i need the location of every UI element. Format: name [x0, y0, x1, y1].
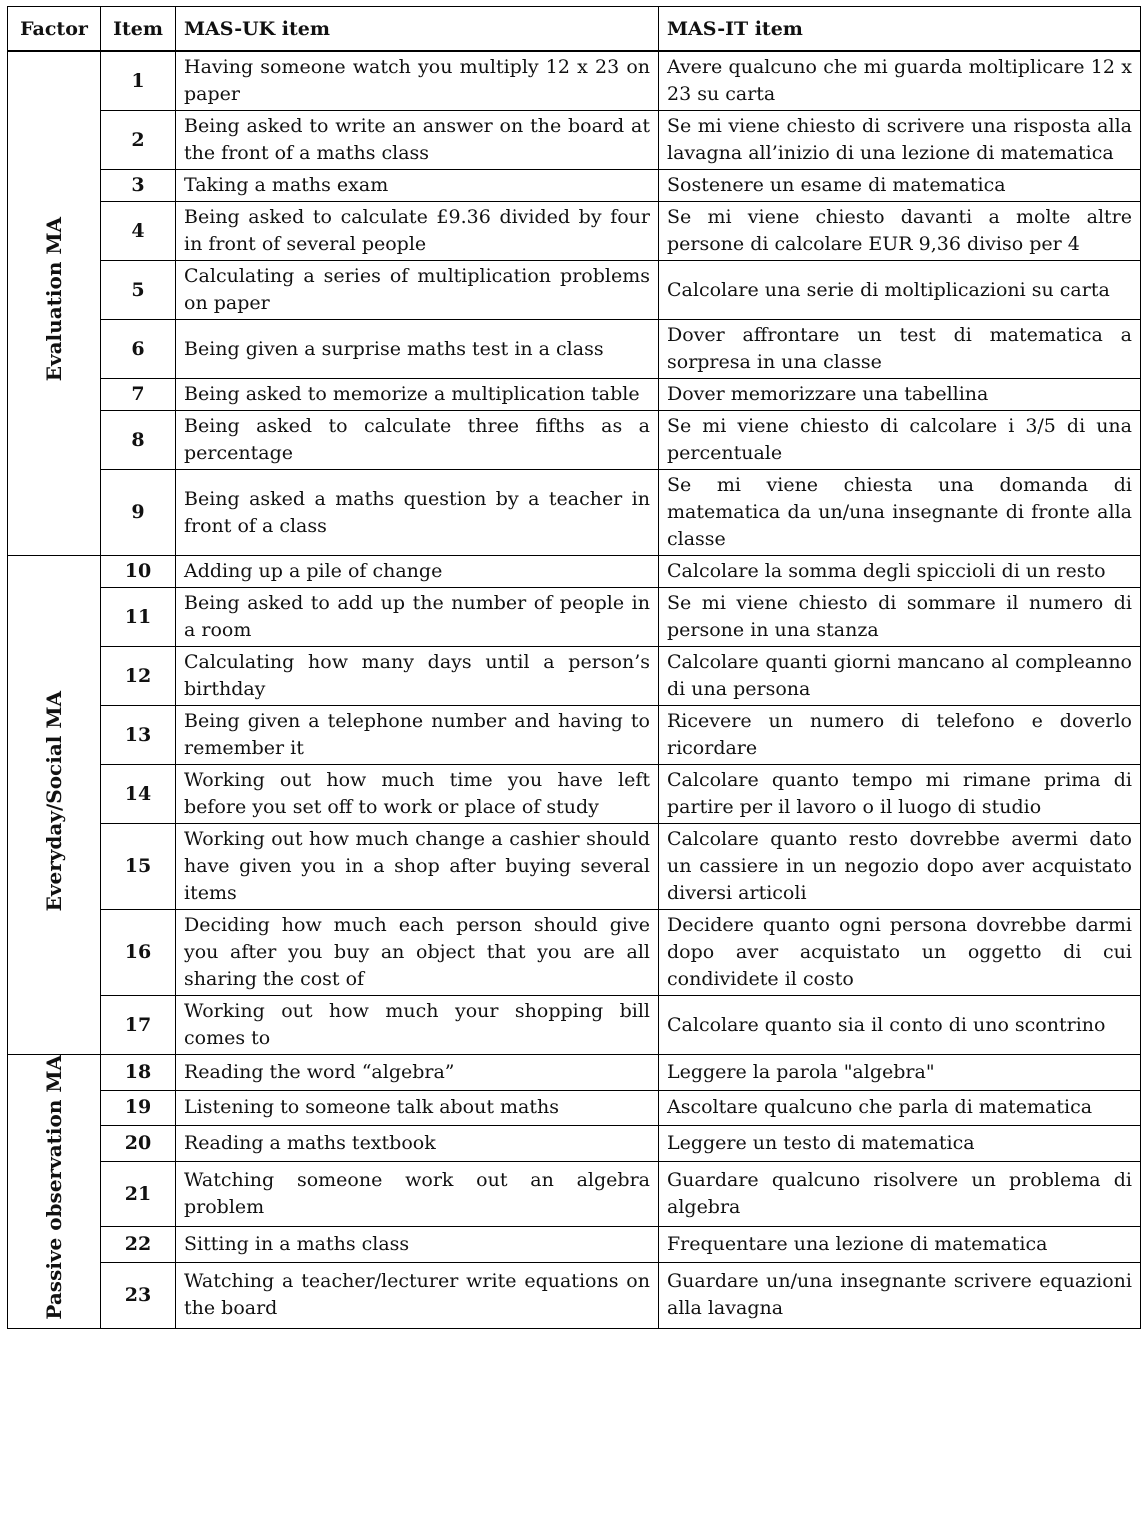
mas-uk-item: Being given a surprise maths test in a class — [176, 320, 659, 379]
table-row — [8, 379, 1141, 411]
item-number: 10 — [101, 556, 176, 588]
mas-uk-item: Calculating how many days until a person’s birthday — [176, 647, 659, 706]
header-mas-uk: MAS-UK item — [176, 7, 659, 52]
item-number: 16 — [101, 910, 176, 996]
mas-uk-item: Working out how much change a cashier should have given you in a shop after buying several items — [176, 824, 659, 910]
mas-uk-item: Reading a maths textbook — [176, 1126, 659, 1162]
table-row — [8, 1126, 1141, 1162]
table-row — [8, 1263, 1141, 1329]
item-number: 13 — [101, 706, 176, 765]
mas-it-item: Calcolare quanto resto dovrebbe avermi dato un cassiere in un negozio dopo aver acquistato diversi articoli — [659, 824, 1141, 910]
table-row — [8, 470, 1141, 556]
mas-uk-item: Being asked to write an answer on the board at the front of a maths class — [176, 111, 659, 170]
table-row — [8, 1161, 1141, 1227]
mas-uk-item: Taking a maths exam — [176, 170, 659, 202]
factor-label: Passive observation MA — [41, 1055, 66, 1320]
factor-label: Everyday/Social MA — [41, 690, 66, 912]
table-row — [8, 824, 1141, 910]
mas-it-item: Se mi viene chiesto di sommare il numero di persone in una stanza — [659, 588, 1141, 647]
mas-it-item: Leggere un testo di matematica — [659, 1126, 1141, 1162]
mas-it-item: Se mi viene chiesto di calcolare i 3/5 di una percentuale — [659, 411, 1141, 470]
mas-uk-item: Calculating a series of multiplication problems on paper — [176, 261, 659, 320]
mas-it-item: Calcolare quanto sia il conto di uno scontrino — [659, 996, 1141, 1055]
table-row — [8, 765, 1141, 824]
item-number: 12 — [101, 647, 176, 706]
table-row — [8, 111, 1141, 170]
mas-it-item: Leggere la parola "algebra" — [659, 1055, 1141, 1091]
mas-it-item: Dover memorizzare una tabellina — [659, 379, 1141, 411]
item-number: 11 — [101, 588, 176, 647]
mas-uk-item: Deciding how much each person should give you after you buy an object that you are all sharing the cost of — [176, 910, 659, 996]
mas-uk-item: Having someone watch you multiply 12 x 23 on paper — [176, 51, 659, 111]
table-row — [8, 1227, 1141, 1263]
mas-it-item: Sostenere un esame di matematica — [659, 170, 1141, 202]
mas-uk-item: Being asked to calculate three fifths as a percentage — [176, 411, 659, 470]
item-number: 5 — [101, 261, 176, 320]
mas-it-item: Guardare qualcuno risolvere un problema di algebra — [659, 1161, 1141, 1227]
mas-uk-item: Being asked to calculate £9.36 divided by four in front of several people — [176, 202, 659, 261]
table-row — [8, 411, 1141, 470]
mas-it-item: Se mi viene chiesta una domanda di matematica da un/una insegnante di fronte alla classe — [659, 470, 1141, 556]
mas-it-item: Decidere quanto ogni persona dovrebbe darmi dopo aver acquistato un oggetto di cui condividete il costo — [659, 910, 1141, 996]
table-row — [8, 51, 1141, 111]
mas-uk-item: Watching someone work out an algebra problem — [176, 1161, 659, 1227]
table-row — [8, 1090, 1141, 1126]
mas-uk-item: Being asked a maths question by a teacher in front of a class — [176, 470, 659, 556]
item-number: 3 — [101, 170, 176, 202]
item-number: 19 — [101, 1090, 176, 1126]
table-row — [8, 202, 1141, 261]
mas-it-item: Ricevere un numero di telefono e doverlo ricordare — [659, 706, 1141, 765]
item-number: 4 — [101, 202, 176, 261]
header-factor: Factor — [8, 7, 101, 52]
item-number: 6 — [101, 320, 176, 379]
item-number: 9 — [101, 470, 176, 556]
mas-it-item: Guardare un/una insegnante scrivere equazioni alla lavagna — [659, 1263, 1141, 1329]
header-row — [8, 7, 1141, 52]
item-number: 22 — [101, 1227, 176, 1263]
mas-uk-item: Working out how much time you have left before you set off to work or place of study — [176, 765, 659, 824]
item-number: 20 — [101, 1126, 176, 1162]
mas-it-item: Calcolare quanti giorni mancano al compleanno di una persona — [659, 647, 1141, 706]
factor-group-cell — [8, 556, 101, 1055]
item-number: 2 — [101, 111, 176, 170]
table-row — [8, 910, 1141, 996]
table-body — [8, 51, 1141, 1328]
item-number: 7 — [101, 379, 176, 411]
factor-group-cell — [8, 51, 101, 556]
item-number: 17 — [101, 996, 176, 1055]
table-row — [8, 320, 1141, 379]
table-row — [8, 706, 1141, 765]
item-number: 8 — [101, 411, 176, 470]
mas-uk-item: Being asked to memorize a multiplication table — [176, 379, 659, 411]
mas-uk-item: Adding up a pile of change — [176, 556, 659, 588]
header-mas-it: MAS-IT item — [659, 7, 1141, 52]
factor-group-cell — [8, 1055, 101, 1329]
item-number: 1 — [101, 51, 176, 111]
table-row — [8, 588, 1141, 647]
mas-it-item: Ascoltare qualcuno che parla di matematica — [659, 1090, 1141, 1126]
mas-it-item: Calcolare la somma degli spiccioli di un resto — [659, 556, 1141, 588]
mas-it-item: Calcolare quanto tempo mi rimane prima di partire per il lavoro o il luogo di studio — [659, 765, 1141, 824]
mas-uk-item: Reading the word “algebra” — [176, 1055, 659, 1091]
table-row — [8, 261, 1141, 320]
mas-it-item: Se mi viene chiesto di scrivere una risposta alla lavagna all’inizio di una lezione di matematica — [659, 111, 1141, 170]
item-number: 14 — [101, 765, 176, 824]
mas-it-item: Dover affrontare un test di matematica a sorpresa in una classe — [659, 320, 1141, 379]
item-number: 15 — [101, 824, 176, 910]
item-number: 21 — [101, 1161, 176, 1227]
mas-uk-item: Working out how much your shopping bill comes to — [176, 996, 659, 1055]
mas-it-item: Avere qualcuno che mi guarda moltiplicare 12 x 23 su carta — [659, 51, 1141, 111]
table-row — [8, 647, 1141, 706]
mas-uk-item: Sitting in a maths class — [176, 1227, 659, 1263]
table-row — [8, 170, 1141, 202]
factor-label: Evaluation MA — [41, 217, 66, 382]
mas-items-table — [7, 6, 1141, 1329]
table-row — [8, 556, 1141, 588]
mas-it-item: Calcolare una serie di moltiplicazioni su carta — [659, 261, 1141, 320]
table-row — [8, 996, 1141, 1055]
mas-uk-item: Being given a telephone number and having to remember it — [176, 706, 659, 765]
mas-it-item: Se mi viene chiesto davanti a molte altre persone di calcolare EUR 9,36 diviso per 4 — [659, 202, 1141, 261]
table-row — [8, 1055, 1141, 1091]
item-number: 23 — [101, 1263, 176, 1329]
item-number: 18 — [101, 1055, 176, 1091]
header-item: Item — [101, 7, 176, 52]
mas-uk-item: Listening to someone talk about maths — [176, 1090, 659, 1126]
mas-it-item: Frequentare una lezione di matematica — [659, 1227, 1141, 1263]
mas-uk-item: Being asked to add up the number of people in a room — [176, 588, 659, 647]
mas-uk-item: Watching a teacher/lecturer write equations on the board — [176, 1263, 659, 1329]
